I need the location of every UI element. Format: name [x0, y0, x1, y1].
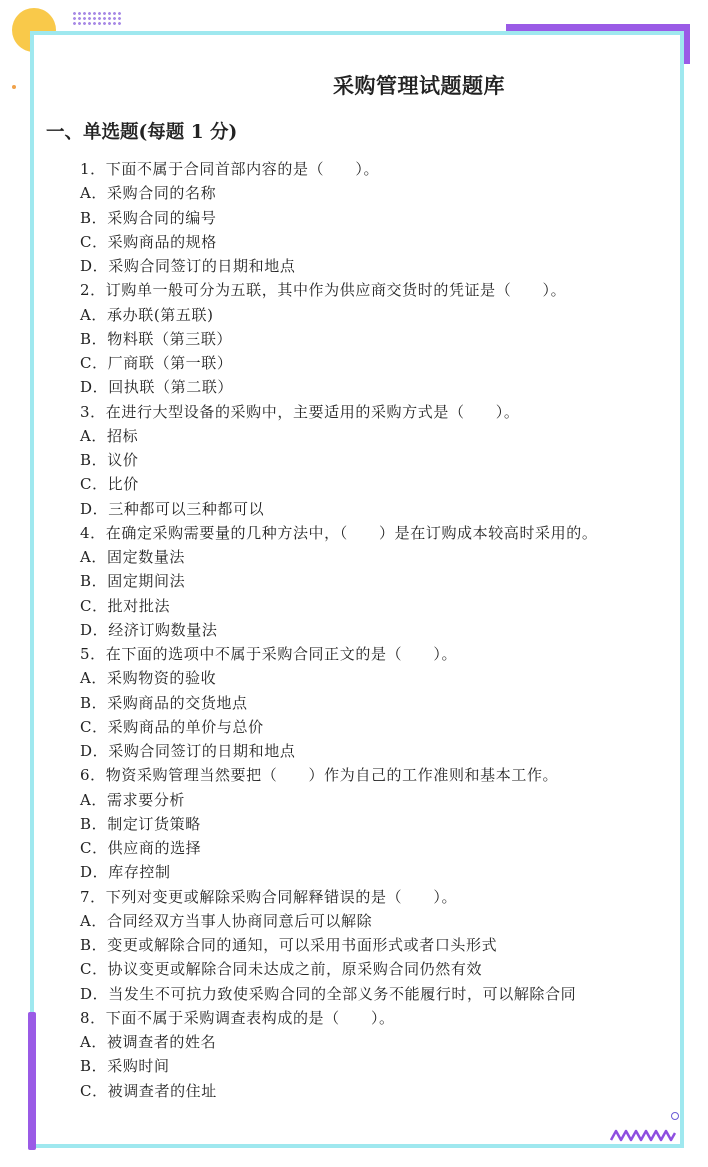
answer-option: D．经济订购数量法: [80, 620, 218, 639]
question-stem: 1．下面不属于合同首部内容的是（ ）。: [80, 160, 380, 178]
decorative-dot-grid: [72, 11, 122, 27]
answer-option: D．三种都可以三种都可以: [80, 499, 265, 518]
answer-option: B．采购时间: [80, 1057, 170, 1076]
answer-option: A．承办联(第五联): [80, 305, 214, 324]
answer-option: B．采购合同的编号: [80, 208, 217, 227]
answer-option: C．比价: [80, 475, 139, 494]
answer-option: A．固定数量法: [80, 548, 186, 566]
question-stem: 5．在下面的选项中不属于采购合同正文的是（ ）。: [80, 645, 458, 663]
answer-option: C．供应商的选择: [80, 839, 202, 857]
answer-option: D．回执联（第二联）: [80, 378, 234, 397]
question-stem: 7．下列对变更或解除采购合同解释错误的是（ ）。: [80, 887, 458, 906]
question-stem: 6．物资采购管理当然要把（ ）作为自己的工作准则和基本工作。: [80, 766, 559, 785]
answer-option: C．采购商品的规格: [80, 232, 217, 251]
answer-option: D．当发生不可抗力致使采购合同的全部义务不能履行时，可以解除合同: [80, 984, 577, 1003]
decorative-purple-bar-left: [28, 1012, 36, 1150]
answer-option: A．被调查者的姓名: [80, 1033, 217, 1051]
answer-option: A．采购合同的名称: [80, 184, 217, 203]
answer-option: C．批对批法: [80, 596, 171, 615]
answer-option: C．被调查者的住址: [80, 1081, 217, 1100]
section-heading: 一、单选题(每题 1 分): [46, 122, 238, 143]
answer-option: B．固定期间法: [80, 572, 186, 591]
answer-option: C．采购商品的单价与总价: [80, 717, 264, 736]
answer-option: A．需求要分析: [80, 790, 186, 809]
answer-option: C．协议变更或解除合同未达成之前，原采购合同仍然有效: [80, 960, 483, 979]
answer-option: A．采购物资的验收: [80, 669, 217, 688]
answer-option: D．采购合同签订的日期和地点: [80, 257, 296, 275]
answer-option: B．变更或解除合同的通知，可以采用书面形式或者口头形式: [80, 936, 498, 954]
answer-option: B．采购商品的交货地点: [80, 693, 248, 712]
question-stem: 3．在进行大型设备的采购中，主要适用的采购方式是（ ）。: [80, 402, 520, 421]
answer-option: B．制定订货策略: [80, 814, 201, 833]
answer-option: C．厂商联（第一联）: [80, 354, 233, 372]
question-stem: 2．订购单一般可分为五联，其中作为供应商交货时的凭证是（ ）。: [80, 281, 567, 300]
question-stem: 8．下面不属于采购调查表构成的是（ ）。: [80, 1008, 395, 1027]
answer-option: D．库存控制: [80, 863, 171, 882]
answer-option: B．议价: [80, 451, 139, 469]
answer-option: A．合同经双方当事人协商同意后可以解除: [80, 911, 373, 930]
decorative-purple-bar-right: [684, 24, 690, 64]
answer-option: B．物料联（第三联）: [80, 329, 233, 348]
decorative-zigzag-icon: [610, 1128, 676, 1142]
question-list: [80, 157, 597, 1103]
answer-option: D．采购合同签订的日期和地点: [80, 742, 296, 760]
answer-option: A．招标: [80, 426, 139, 445]
page-title: 采购管理试题题库: [333, 73, 505, 98]
decorative-ring-icon: [671, 1112, 679, 1120]
question-stem: 4．在确定采购需要量的几种方法中，（ ）是在订购成本较高时采用的。: [80, 523, 598, 542]
